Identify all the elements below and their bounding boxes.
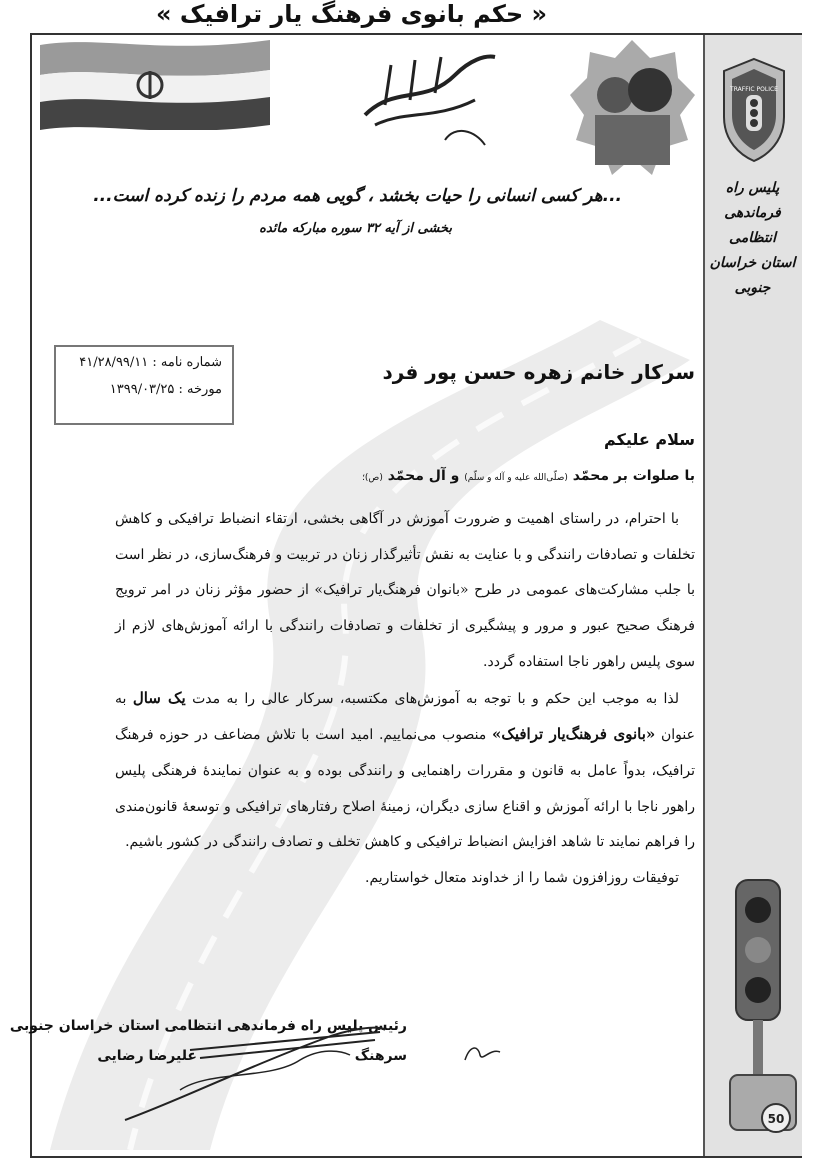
letter-number: شماره نامه : ۴۱/۲۸/۹۹/۱۱ [79, 355, 222, 370]
page-title: « حکم بانوی فرهنگ یار ترافیک » [155, 0, 548, 28]
traffic-police-logo [718, 55, 790, 165]
leaders-portrait-image [570, 40, 695, 180]
letter-body [115, 502, 695, 897]
greeting: سلام علیکم [603, 430, 695, 449]
logo-text: TRAFFIC POLICE [730, 86, 778, 93]
letter-date: مورخه : ۱۳۹۹/۰۳/۲۵ [109, 382, 222, 397]
signature-name: علیرضا رضایی [97, 1048, 197, 1064]
salawat-small: (صلّی‌الله علیه و آله و سلّم) [464, 473, 568, 483]
sidebar-unit-text [705, 176, 800, 301]
salawat-and: و آل محمّد [387, 468, 460, 484]
body-paragraph-1: با احترام، در راستای اهمیت و ضرورت آموزش در آگاهی بخشی، ارتقاء انضباط ترافیکی و کاهش تخلفات و تصادفات رانندگی و با عنایت به نقش تأثیرگذار زنان در تربیت و فرهنگ‌سازی، در نظر است با جلب مشارکت‌های عمومی در طرح «بانوان فرهنگ‌یار ترافیک» از حضور مؤثر زنان در امر ترویج فرهنگ صحیح عبور و مرور و پیشگیری از تخلفات و تصادفات رانندگی با ارائه آموزش‌های لازم از سوی پلیس راهور ناجا استفاده گردد. [115, 511, 695, 670]
reference-box [54, 345, 234, 425]
iran-flag-image [40, 35, 270, 130]
p2-part-a: لذا به موجب این حکم و با توجه به آموزش‌های مکتسبه، سرکار عالی را به مدت [192, 690, 680, 707]
signature-title: رئیس پلیس راه فرماندهی انتظامی استان خراسان جنوبی [9, 1018, 407, 1034]
signature-scribble [120, 1020, 390, 1130]
verse-source: بخشی از آیه ۳۲ سوره مبارکه مائده [259, 221, 452, 236]
salawat-end: (ص)؛ [362, 473, 383, 483]
bismillah-calligraphy [355, 45, 505, 155]
speed-badge: 50 [767, 1112, 785, 1126]
sidebar-line-1: پلیس راه [725, 180, 780, 196]
quran-verse: ...هر کسی انسانی را حیات بخشد ، گویی همه مردم را زنده کرده است... [93, 186, 622, 206]
p2-bold-duration: یک سال [132, 688, 186, 707]
initials-mark [460, 1040, 505, 1065]
sidebar-line-2: فرماندهی انتظامی [724, 205, 781, 246]
signature-rank: سرهنگ [354, 1048, 407, 1064]
body-paragraph-3: توفیقات روزافزون شما را از خداوند متعال خواستاریم. [365, 870, 679, 887]
p2-part-c: منصوب می‌نماییم. امید است با تلاش مضاعف در حوزه فرهنگ ترافیک، بدواً عامل به قانون و مقررات راهنمایی و رانندگی بوده و به عنوان نمایندهٔ فرهنگی پلیس راهور ناجا با ارائه آموزش و اقناع سازی دیگران، زمینهٔ اصلاح رفتارهای ترافیکی و توسعهٔ قانون‌مندی را فراهم نمایند تا شاهد افزایش انضباط ترافیکی و کاهش تخلف و تصادف رانندگی در کشور باشیم. [115, 727, 695, 851]
traffic-light-illustration [728, 870, 800, 1145]
p2-part-b: به عنوان [115, 690, 695, 744]
sidebar-line-3: استان خراسان جنوبی [709, 255, 796, 296]
body-paragraph-2 [115, 681, 695, 862]
addressee: سرکار خانم زهره حسن پور فرد [382, 360, 695, 384]
p2-bold-role: «بانوی فرهنگ‌یار ترافیک» [492, 725, 656, 744]
salawat-line [362, 468, 695, 484]
salawat-main: با صلوات بر محمّد [572, 468, 695, 484]
